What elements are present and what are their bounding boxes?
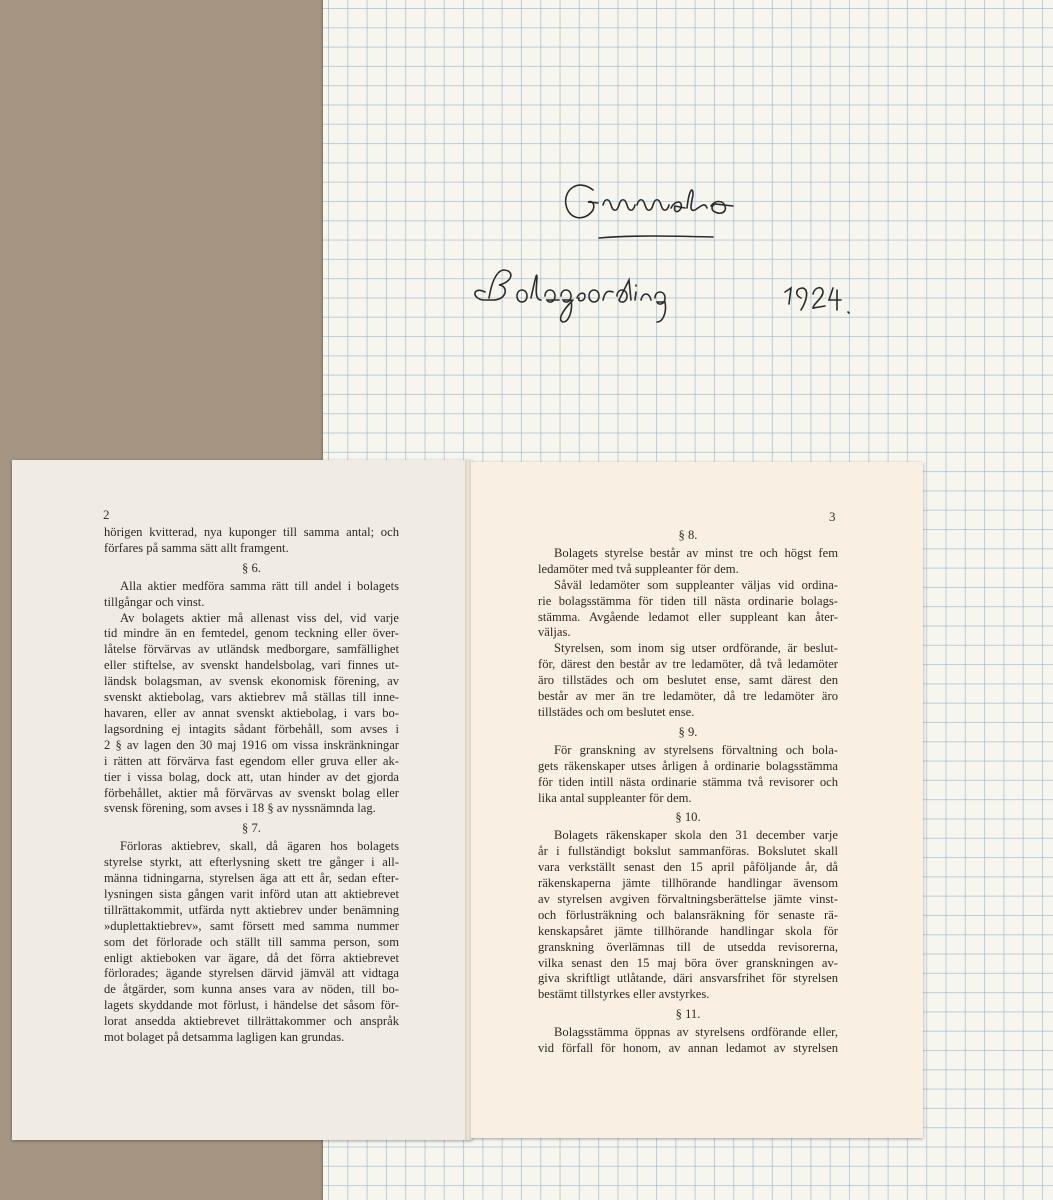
text-line: granskning överlämnas till de utsedda revisorerna, <box>538 939 838 954</box>
text-line: Såväl ledamöter som suppleanter väljas vid ordina- <box>554 577 838 592</box>
text-line: gets räkenskaper utses årligen å ordinarie bolagsstämma <box>538 758 838 773</box>
text-column-right <box>538 524 838 1057</box>
text-line: de åtgärder, som kunna anses vara av nöden, till bo- <box>104 982 399 997</box>
text-line: förbehållet, aktier må förvärvas av svenskt bolag eller <box>104 785 399 800</box>
text-line: år i fullständigt bokslut sammanföras. Bokslutet skall <box>538 844 838 859</box>
text-line: lagets skyddande mot förlust, i händelse det såsom för- <box>104 998 399 1013</box>
section-heading: § 6. <box>242 560 261 575</box>
text-line: äro tillstädes och om beslutet ense, samt därest den <box>538 673 838 688</box>
text-line: ledamöter med två suppleanter för dem. <box>538 561 739 576</box>
text-line: Alla aktier medföra samma rätt till andel i bolagets <box>120 578 399 593</box>
text-line: och förlusträkning och balansräkning för senaste rä- <box>538 907 838 922</box>
text-line: stämma. Avgående ledamot eller suppleant kan åter- <box>538 609 838 624</box>
text-line: mot bolaget på detsamma lagligen kan grundas. <box>104 1030 345 1045</box>
text-line: tillgångar och vinst. <box>104 594 205 609</box>
text-line: svensk förening, som avses i 18 § av nyssnämnda lag. <box>104 801 376 816</box>
page-number-right: 3 <box>829 509 836 524</box>
text-line: vilka senast den 15 maj böra över granskningen av- <box>538 955 838 970</box>
text-line: hörigen kvitterad, nya kuponger till samma antal; och <box>104 525 399 539</box>
handwritten-year <box>785 288 849 313</box>
section-heading: § 8. <box>678 528 698 542</box>
text-column-left <box>104 525 399 1046</box>
text-line: lika antal suppleanter för dem. <box>538 790 692 805</box>
section-heading: § 7. <box>242 821 261 836</box>
text-line: för tiden intill nästa ordinarie stämma två revisorer och <box>538 774 838 789</box>
text-line: Av bolagets aktier må allenast viss del, vid varje <box>120 610 399 625</box>
text-line: För granskning av styrelsens förvaltning och bola- <box>554 742 838 757</box>
text-line: tid mindre än en femtedel, genom teckning eller över- <box>104 626 399 641</box>
text-line: Förloras aktiebrev, skall, då ägaren hos bolagets <box>120 839 399 854</box>
text-line: som det förlorade och ställt till samma person, som <box>104 934 399 949</box>
text-line: männa tidningarna, styrelsen äga att ett år, sedan efter- <box>104 871 399 886</box>
text-line: eller stiftelse, av svenskt handelsbolag, vari finnes ut- <box>104 658 399 673</box>
handwritten-title <box>475 270 666 322</box>
text-line: Bolagsstämma öppnas av styrelsens ordförande eller, <box>554 1025 838 1040</box>
text-line: lorat ansedda aktiebrevet tillrättakommer och anspråk <box>104 1014 399 1029</box>
text-line: rie bolagsstämma för tiden till nästa ordinarie bolags- <box>538 593 838 608</box>
text-line: lysningen sista gången varit införd utan att aktiebrevet <box>104 886 399 901</box>
text-line: i rätten att förvärva fast egendom eller gruva eller ak- <box>104 753 399 768</box>
booklet-fold <box>465 460 471 1140</box>
section-heading: § 9. <box>678 724 698 739</box>
text-line: låtelse förvärvas av utländsk medborgare, samfällighet <box>104 642 399 657</box>
text-line: Styrelsen, som inom sig utser ordförande, är beslut- <box>554 641 838 656</box>
text-line: styrelse styrkt, att efterlysning skett tre gånger i all- <box>104 855 399 870</box>
text-line: »duplettaktiebrev», samt försett med samma nummer <box>104 918 399 933</box>
handwritten-note <box>323 0 1053 360</box>
text-line: tier i vissa bolag, dock att, utan hinder av det gjorda <box>104 769 399 784</box>
text-line: förlorades; ägande styrelsen därvid jämväl att vidtaga <box>104 966 399 981</box>
text-line: förfares på samma sätt allt framgent. <box>104 540 289 555</box>
text-line: tillstädes och om beslutet ense. <box>538 704 695 719</box>
text-line: ländsk bolagsman, av svensk ekonomisk förening, av <box>104 674 399 689</box>
booklet-page-right <box>468 462 923 1138</box>
text-line: vara verkställt senast den 15 april påföljande år, då <box>538 860 838 875</box>
page-number-left: 2 <box>103 507 110 522</box>
booklet-page-left <box>12 460 472 1140</box>
text-line: svenskt aktiebolag, vars aktiebrev må ställas till inne- <box>104 690 399 705</box>
text-line: vid förfall för honom, av annan ledamot av styrelsen <box>538 1041 838 1056</box>
text-line: väljas. <box>538 625 571 640</box>
text-line: Bolagets räkenskaper skola den 31 december varje <box>554 828 838 843</box>
handwritten-name <box>566 185 733 238</box>
section-heading: § 10. <box>675 810 701 825</box>
text-line: kenskapsåret jämte tillhörande handlingar skola för <box>538 923 838 938</box>
text-line: havaren, eller av annat svenskt aktiebolag, i vars bo- <box>104 705 399 720</box>
text-line: tillrättakommit, utfärda nytt aktiebrev under benämning <box>104 902 399 917</box>
text-line: enligt aktieboken var ägare, då det förra aktiebrevet <box>104 950 399 965</box>
text-line: av styrelsen avgiven förvaltningsberättelse jämte vinst- <box>538 891 838 906</box>
text-line: bestämt tillstyrkes eller avstyrkes. <box>538 987 710 1002</box>
text-line: giva skriftligt utlåtande, däri ansvarsfrihet för styrelsen <box>538 971 838 986</box>
text-line: räkenskaperna jämte tillhörande handlingar ävensom <box>538 876 838 891</box>
text-line: lagsordning ej intagits sådant förbehåll, som avses i <box>104 721 399 736</box>
text-line: 2 § av lagen den 30 maj 1916 om vissa inskränkningar <box>104 737 399 752</box>
text-line: Bolagets styrelse består av minst tre och högst fem <box>554 545 838 560</box>
section-heading: § 11. <box>675 1007 701 1022</box>
text-line: består av mer än tre ledamöter, då tre ledamöter äro <box>538 689 838 704</box>
text-line: för, därest den består av tre ledamöter, då två ledamöter <box>538 657 838 672</box>
